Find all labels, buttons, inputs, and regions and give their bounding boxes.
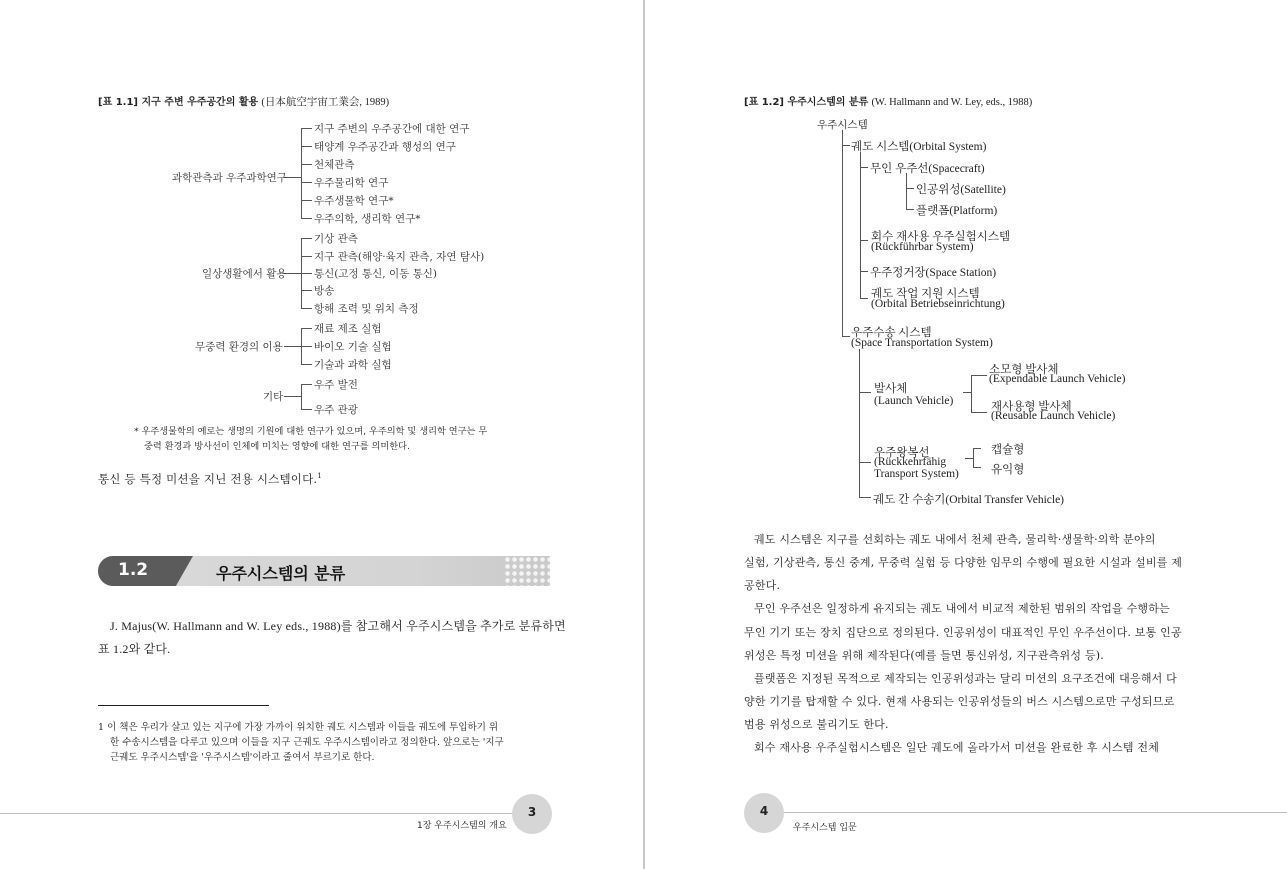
group-label-daily-life: 일상생활에서 활용 bbox=[202, 268, 287, 280]
paragraph-line: 범용 위성으로 불리기도 한다. bbox=[744, 718, 889, 731]
tree-node-recoverable-de: (Rückführbar System) bbox=[871, 241, 974, 253]
paragraph-line: 공한다. bbox=[744, 579, 781, 592]
banner-dot-pattern bbox=[504, 556, 550, 586]
list-item: 지구 주변의 우주공간에 대한 연구 bbox=[314, 123, 470, 135]
section-paragraph-line-1: J. Majus(W. Hallmann and W. Ley eds., 1988)를 참고해서 우주시스템을 추가로 분류하면 bbox=[110, 619, 566, 633]
list-item: 항해 조력 및 위치 측정 bbox=[314, 303, 419, 315]
tree-node-satellite: 인공위성(Satellite) bbox=[916, 184, 1006, 196]
paragraph-line: 무인 우주선은 일정하게 유지되는 궤도 내에서 비교적 제한된 범위의 작업을 수행하는 bbox=[754, 602, 1170, 615]
list-item: 기상 관측 bbox=[314, 233, 358, 245]
list-item: 방송 bbox=[314, 285, 335, 297]
tree-node-transport-en: (Space Transportation System) bbox=[851, 337, 993, 349]
list-item: 우주생물학 연구* bbox=[314, 195, 394, 207]
list-item: 바이오 기술 실험 bbox=[314, 341, 392, 353]
list-item: 통신(고정 통신, 이동 통신) bbox=[314, 268, 437, 280]
group-label-other: 기타 bbox=[263, 391, 284, 403]
caption-label: [표 1.1] 지구 주변 우주공간의 활용 bbox=[98, 97, 259, 108]
section-paragraph-line-2: 표 1.2와 같다. bbox=[98, 642, 171, 656]
tree-node-transport: 우주수송 시스템 bbox=[851, 327, 932, 339]
tree-node-spacecraft: 무인 우주선(Spacecraft) bbox=[870, 163, 985, 175]
table-1-2-caption bbox=[744, 93, 1032, 108]
caption-source: (日本航空宇宙工業会, 1989) bbox=[261, 97, 390, 108]
paragraph-line: 무인 기기 또는 장치 집단으로 정의된다. 인공위성이 대표적인 무인 우주선이다. 보통 인공 bbox=[744, 626, 1182, 639]
tree-node-recoverable: 회수 재사용 우주실험시스템 bbox=[871, 231, 1011, 243]
footnote-line-3: 근궤도 우주시스템'을 '우주시스템'이라고 줄여서 부르기로 한다. bbox=[110, 752, 375, 763]
list-item: 우주 관광 bbox=[314, 404, 358, 416]
paragraph-line: 궤도 시스템은 지구를 선회하는 궤도 내에서 천체 관측, 물리학·생물학·의학 분야의 bbox=[754, 533, 1156, 546]
group-label-science: 과학관측과 우주과학연구 bbox=[172, 172, 287, 184]
list-item: 기술과 과학 실험 bbox=[314, 359, 392, 371]
page-number-badge bbox=[744, 793, 784, 833]
tree-node-orbital: 궤도 시스템(Orbital System) bbox=[851, 141, 987, 153]
page-number: 4 bbox=[759, 804, 769, 818]
tree-node-expendable: 소모형 발사체 bbox=[989, 364, 1059, 376]
running-footer: 우주시스템 입문 bbox=[793, 823, 857, 833]
right-page bbox=[645, 0, 1287, 869]
footnote-rule bbox=[98, 705, 269, 706]
footer-rule bbox=[784, 812, 1287, 813]
tree-node-launch: 발사체 bbox=[874, 383, 908, 395]
paragraph-line: 플랫폼은 지정된 목적으로 제작되는 인공위성과는 달리 미션의 요구조건에 대응해서 다 bbox=[754, 672, 1178, 685]
tree-node-return: 우주왕복선 bbox=[874, 447, 930, 459]
tree-node-return-de: (Rückkehrfähig bbox=[874, 456, 947, 468]
section-title: 우주시스템의 분류 bbox=[216, 564, 346, 583]
tree-node-reusable: 재사용형 발사체 bbox=[991, 401, 1072, 413]
running-footer: 1장 우주시스템의 개요 bbox=[417, 821, 507, 831]
tree-node-return-de-2: Transport System) bbox=[874, 468, 959, 480]
caption-source: (W. Hallmann and W. Ley, eds., 1988) bbox=[871, 97, 1033, 108]
list-item: 재료 제조 실험 bbox=[314, 323, 382, 335]
footnote-ref: 1 bbox=[317, 472, 322, 481]
page-number: 3 bbox=[527, 805, 537, 819]
list-item: 우주물리학 연구 bbox=[314, 177, 389, 189]
tree-node-expendable-en: (Expendable Launch Vehicle) bbox=[989, 373, 1126, 385]
paragraph-line: 양한 기기를 탑재할 수 있다. 현재 사용되는 인공위성들의 버스 시스템으로만 구성되므로 bbox=[744, 695, 1175, 708]
tree-node-platform: 플랫폼(Platform) bbox=[916, 205, 998, 217]
continued-text-body: 통신 등 특정 미션을 지닌 전용 시스템이다. bbox=[98, 472, 318, 486]
table-note-line-2: 중력 환경과 방사선이 인체에 미치는 영향에 대한 연구를 의미한다. bbox=[144, 441, 410, 452]
footnote-line-2: 한 수송시스템을 다루고 있으며 이들을 지구 근궤도 우주시스템이라고 정의한다. 앞으로는 '지구 bbox=[110, 737, 504, 748]
tree-node-launch-en: (Launch Vehicle) bbox=[874, 395, 954, 407]
left-page bbox=[0, 0, 643, 869]
table-1-1-caption bbox=[98, 93, 389, 109]
tree-node-root: 우주시스템 bbox=[817, 119, 868, 131]
paragraph-line: 회수 재사용 우주실험시스템은 일단 궤도에 올라가서 미션을 완료한 후 시스템 전체 bbox=[754, 741, 1160, 754]
footer-rule bbox=[0, 813, 512, 814]
list-item: 지구 관측(해양·육지 관측, 자연 탐사) bbox=[314, 251, 485, 263]
footnote-line-1: 1 이 책은 우리가 살고 있는 지구에 가장 가까이 위치한 궤도 시스템과 이들을 궤도에 투입하기 위 bbox=[98, 722, 499, 733]
section-banner bbox=[98, 556, 550, 586]
tree-node-support: 궤도 작업 지원 시스템 bbox=[871, 288, 980, 300]
group-label-microgravity: 무중력 환경의 이용 bbox=[195, 341, 283, 353]
paragraph-line: 위성은 특정 미션을 위해 제작된다(예를 들면 통신위성, 지구관측위성 등). bbox=[744, 649, 1104, 662]
list-item: 우주 발전 bbox=[314, 379, 358, 391]
list-item: 천체관측 bbox=[314, 159, 355, 171]
list-item: 태양계 우주공간과 행성의 연구 bbox=[314, 141, 456, 153]
tree-node-reusable-en: (Reusable Launch Vehicle) bbox=[991, 410, 1116, 422]
tree-node-otv: 궤도 간 수송기(Orbital Transfer Vehicle) bbox=[873, 494, 1064, 506]
tree-node-station: 우주정거장(Space Station) bbox=[870, 267, 997, 279]
tree-node-capsule: 캡슐형 bbox=[991, 444, 1025, 456]
tree-node-winged: 유익형 bbox=[991, 464, 1025, 476]
continued-text bbox=[98, 471, 322, 487]
table-note-line-1: * 우주생물학의 예로는 생명의 기원에 대한 연구가 있으며, 우주의학 및 생리학 연구는 무 bbox=[134, 426, 488, 437]
page-number-badge bbox=[512, 794, 552, 834]
tree-node-support-de: (Orbital Betriebseinrichtung) bbox=[871, 298, 1005, 310]
section-number: 1.2 bbox=[118, 560, 149, 580]
paragraph-line: 실험, 기상관측, 통신 중계, 무중력 실험 등 다양한 임무의 수행에 필요한 시설과 설비를 제 bbox=[744, 556, 1183, 569]
caption-label: [표 1.2] 우주시스템의 분류 bbox=[744, 97, 869, 108]
list-item: 우주의학, 생리학 연구* bbox=[314, 213, 421, 225]
